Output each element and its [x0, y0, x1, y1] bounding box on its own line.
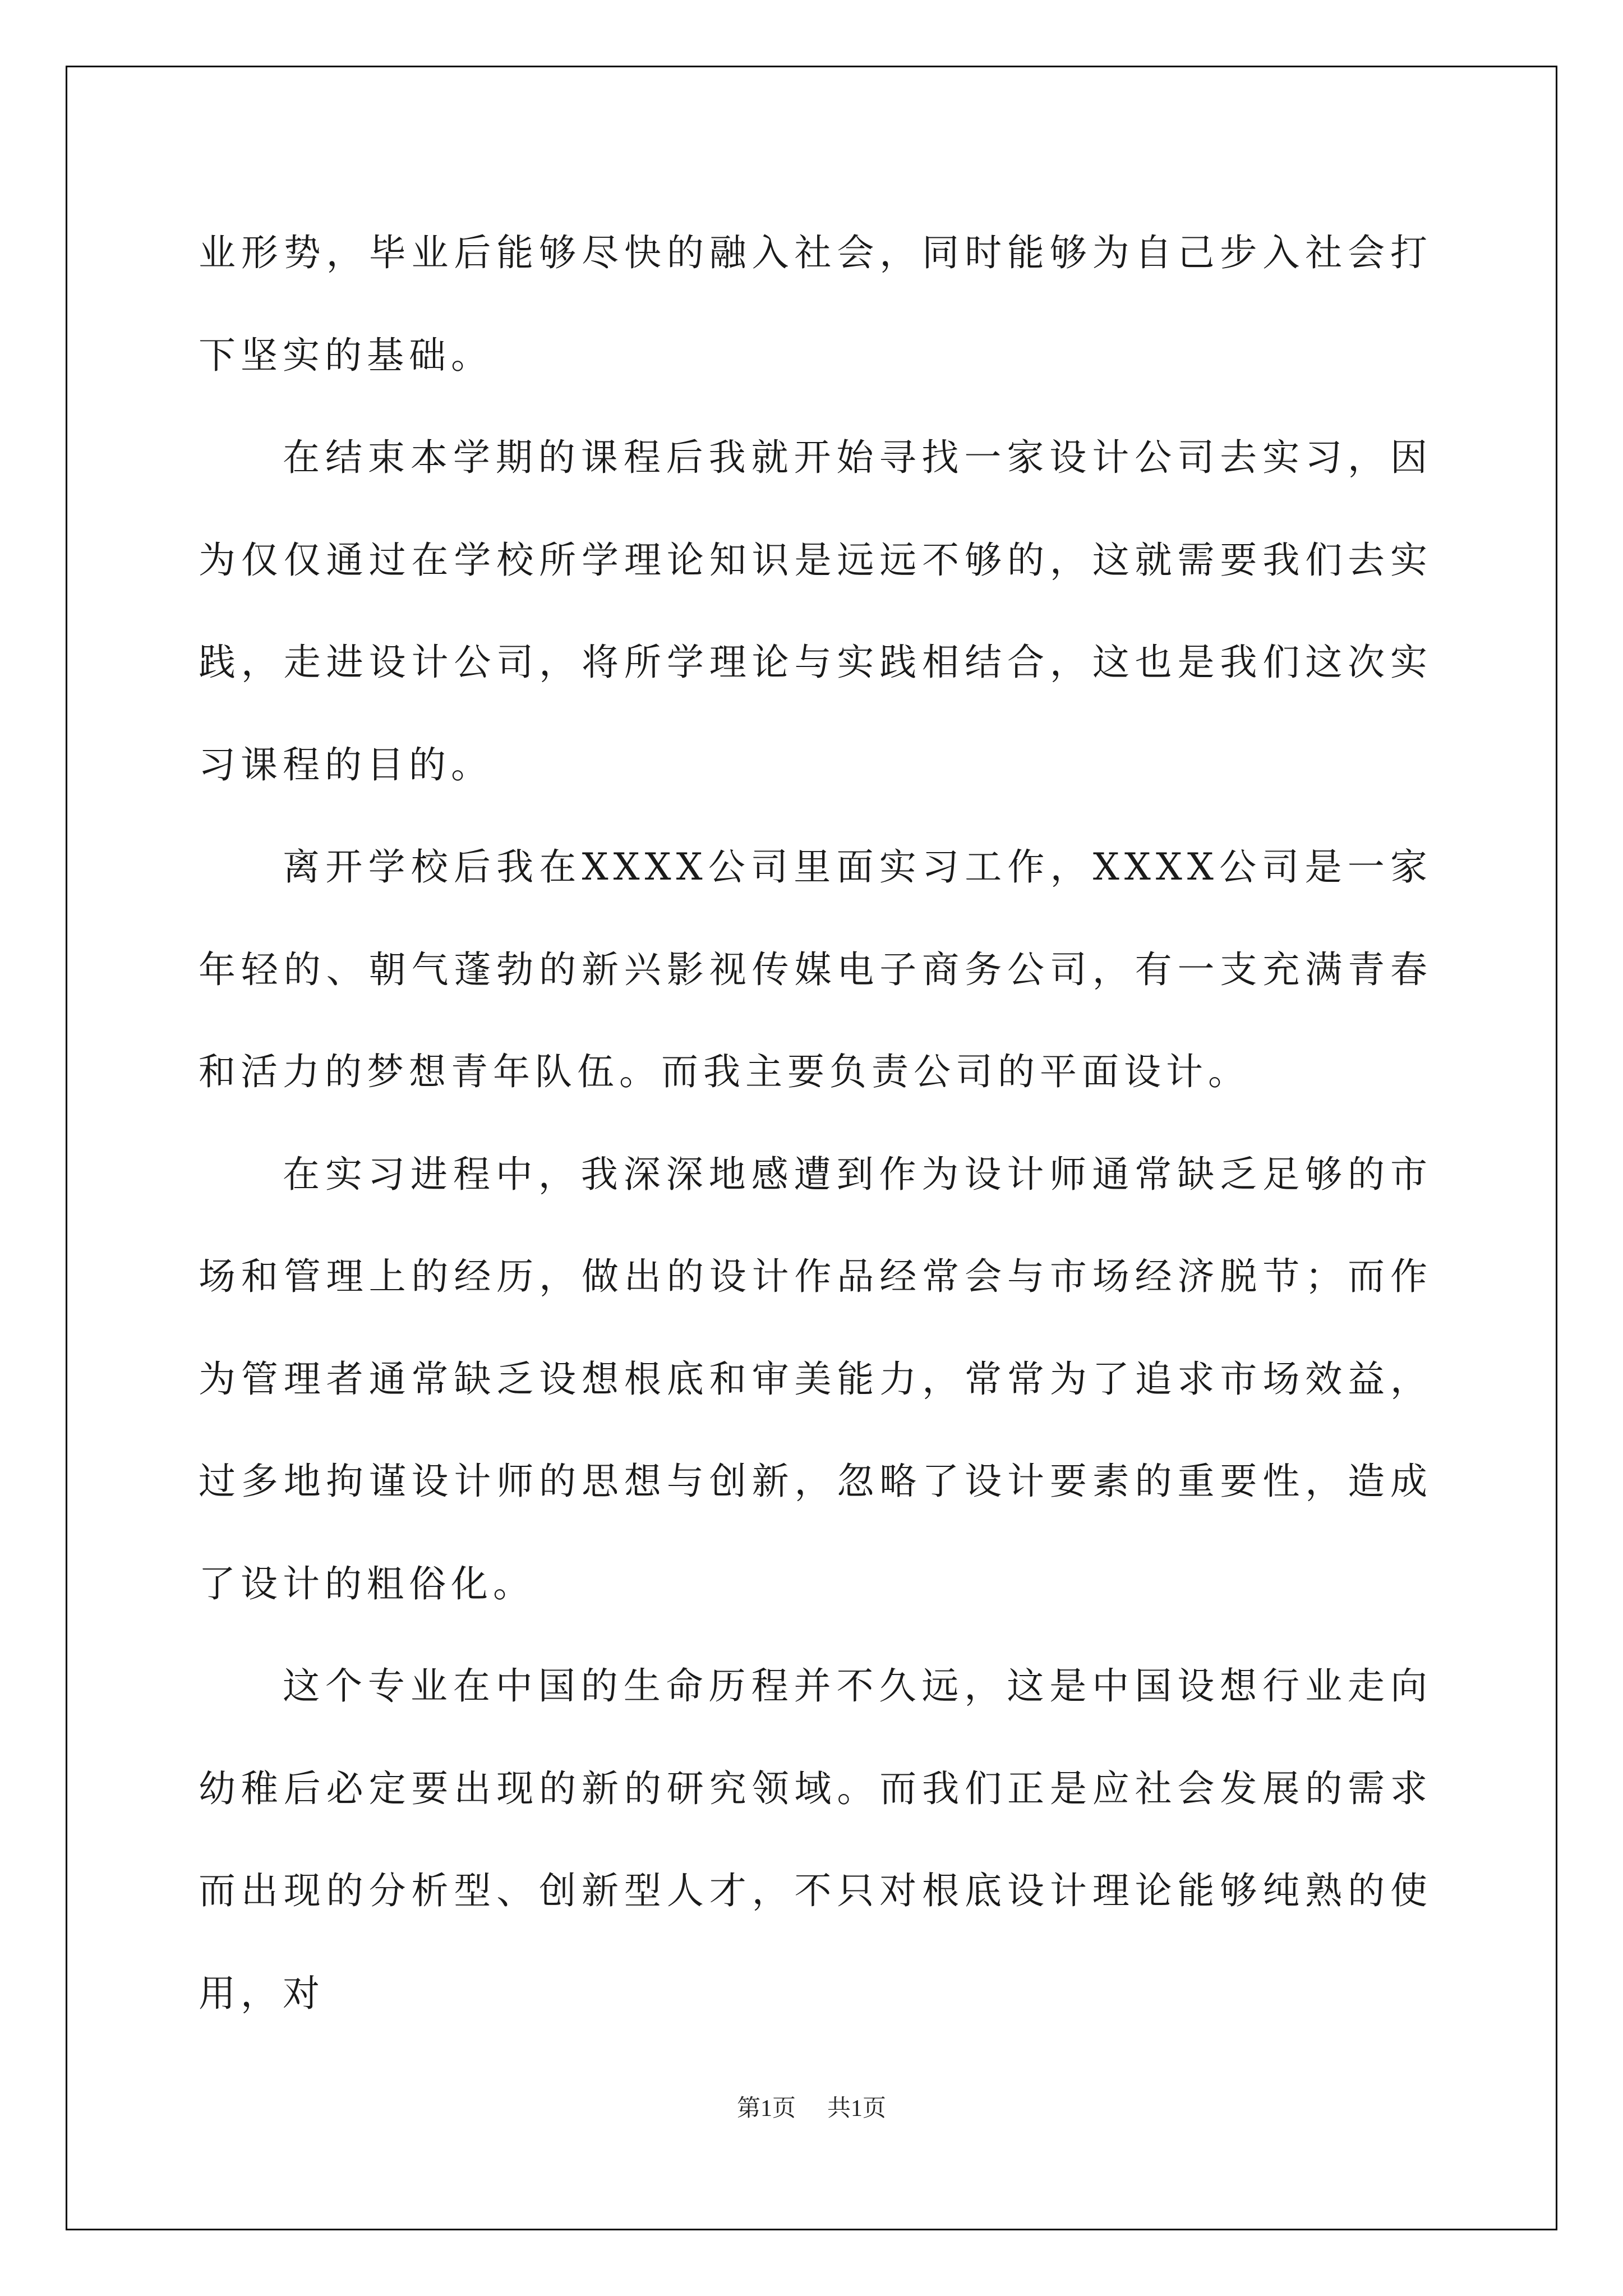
page-footer — [0, 2090, 1623, 2123]
page-number: 第1页 — [736, 2096, 796, 2122]
paragraph-1: 业形势，毕业后能够尽快的融入社会，同时能够为自己步入社会打下坚实的基础。 — [199, 231, 1432, 377]
paragraph-4: 在实习进程中，我深深地感遭到作为设计师通常缺乏足够的市场和管理上的经历，做出的设计作品经常会与市场经济脱节；而作为管理者通常缺乏设想根底和审美能力，常常为了追求市场效益，过多地拘谨设计师的思想与创新，忽略了设计要素的重要性，造成了设计的粗俗化。 — [199, 1152, 1432, 1605]
paragraph-3: 离开学校后我在XXXX公司里面实习工作，XXXX公司是一家年轻的、朝气蓬勃的新兴影视传媒电子商务公司，有一支充满青春和活力的梦想青年队伍。而我主要负责公司的平面设计。 — [199, 845, 1432, 1093]
paragraph-2: 在结束本学期的课程后我就开始寻找一家设计公司去实习，因为仅仅通过在学校所学理论知识是远远不够的，这就需要我们去实践，走进设计公司，将所学理论与实践相结合，这也是我们这次实习课程的目的。 — [199, 436, 1432, 786]
paragraph-5: 这个专业在中国的生命历程并不久远，这是中国设想行业走向幼稚后必定要出现的新的研究领域。而我们正是应社会发展的需求而出现的分析型、创新型人才，不只对根底设计理论能够纯熟的使用，对 — [199, 1664, 1432, 2015]
page-total: 共1页 — [827, 2096, 887, 2122]
document-body — [199, 202, 1432, 2045]
